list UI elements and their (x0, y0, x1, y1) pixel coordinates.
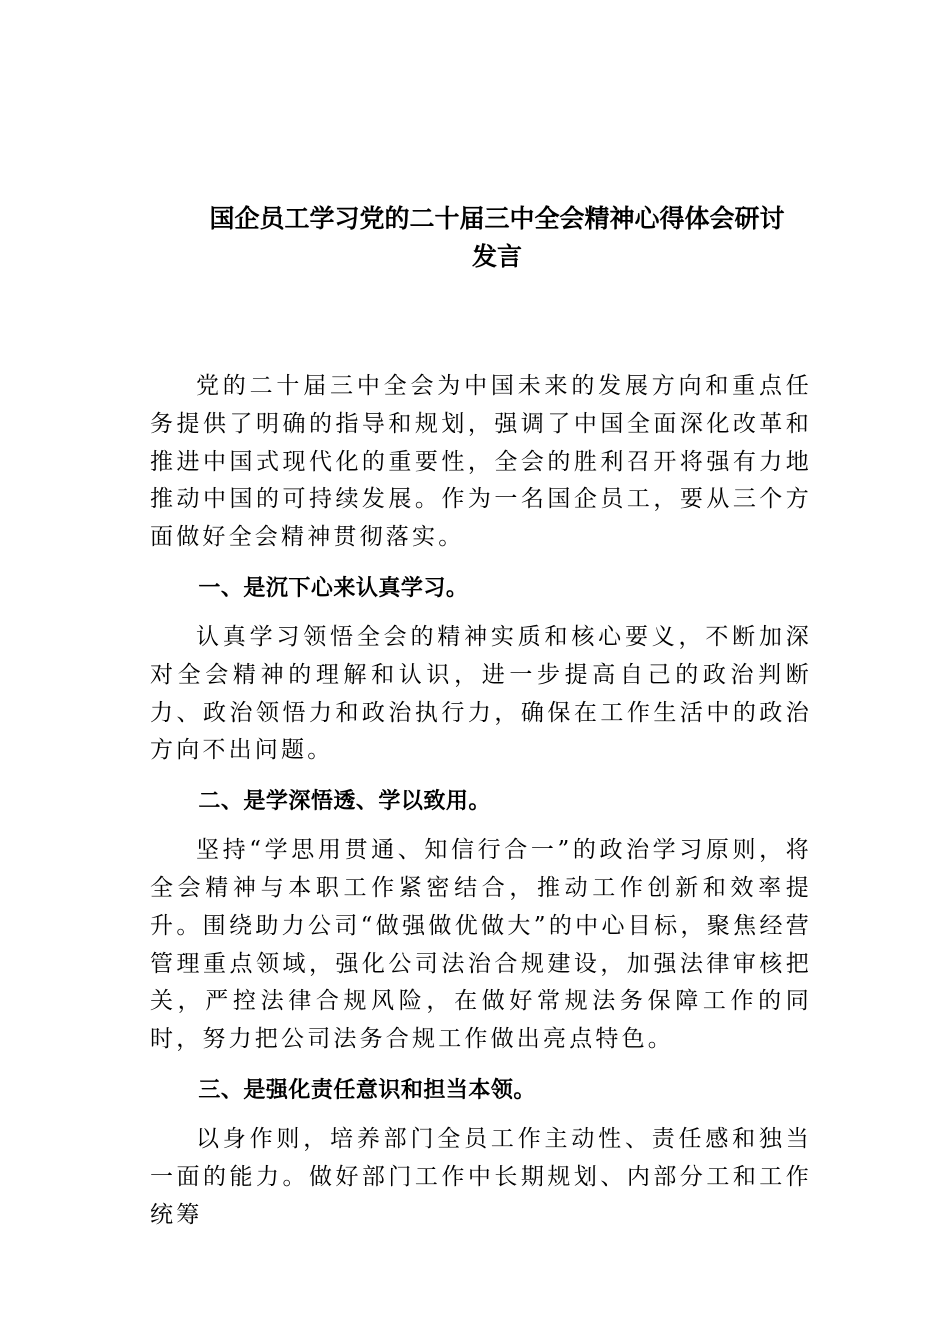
intro-paragraph: 党的二十届三中全会为中国未来的发展方向和重点任务提供了明确的指导和规划，强调了中国全面深化改革和推进中国式现代化的重要性，全会的胜利召开将强有力地推动中国的可持续发展。作为一名国企员工，要从三个方面做好全会精神贯彻落实。 (150, 373, 812, 551)
section-heading-3: 三、是强化责任意识和担当本领。 (198, 1077, 536, 1103)
section-paragraph-1: 认真学习领悟全会的精神实质和核心要义，不断加深对全会精神的理解和认识，进一步提高自己的政治判断力、政治领悟力和政治执行力，确保在工作生活中的政治方向不出问题。 (150, 623, 812, 764)
section-paragraph-2: 坚持“学思用贯通、知信行合一”的政治学习原则，将全会精神与本职工作紧密结合，推动工作创新和效率提升。围绕助力公司“做强做优做大”的中心目标，聚焦经营管理重点领域，强化公司法治合规建设，加强法律审核把关，严控法律合规风险，在做好常规法务保障工作的同时，努力把公司法务合规工作做出亮点特色。 (150, 837, 812, 1053)
section-heading-1: 一、是沉下心来认真学习。 (198, 575, 469, 601)
document-body (150, 368, 812, 1234)
document-title-line-1: 国企员工学习党的二十届三中全会精神心得体会研讨 (209, 204, 785, 233)
section-heading-2: 二、是学深悟透、学以致用。 (198, 789, 491, 815)
section-paragraph-3: 以身作则，培养部门全员工作主动性、责任感和独当一面的能力。做好部门工作中长期规划、内部分工和工作统筹 (150, 1125, 812, 1228)
document-title-line-2: 发言 (471, 242, 522, 271)
